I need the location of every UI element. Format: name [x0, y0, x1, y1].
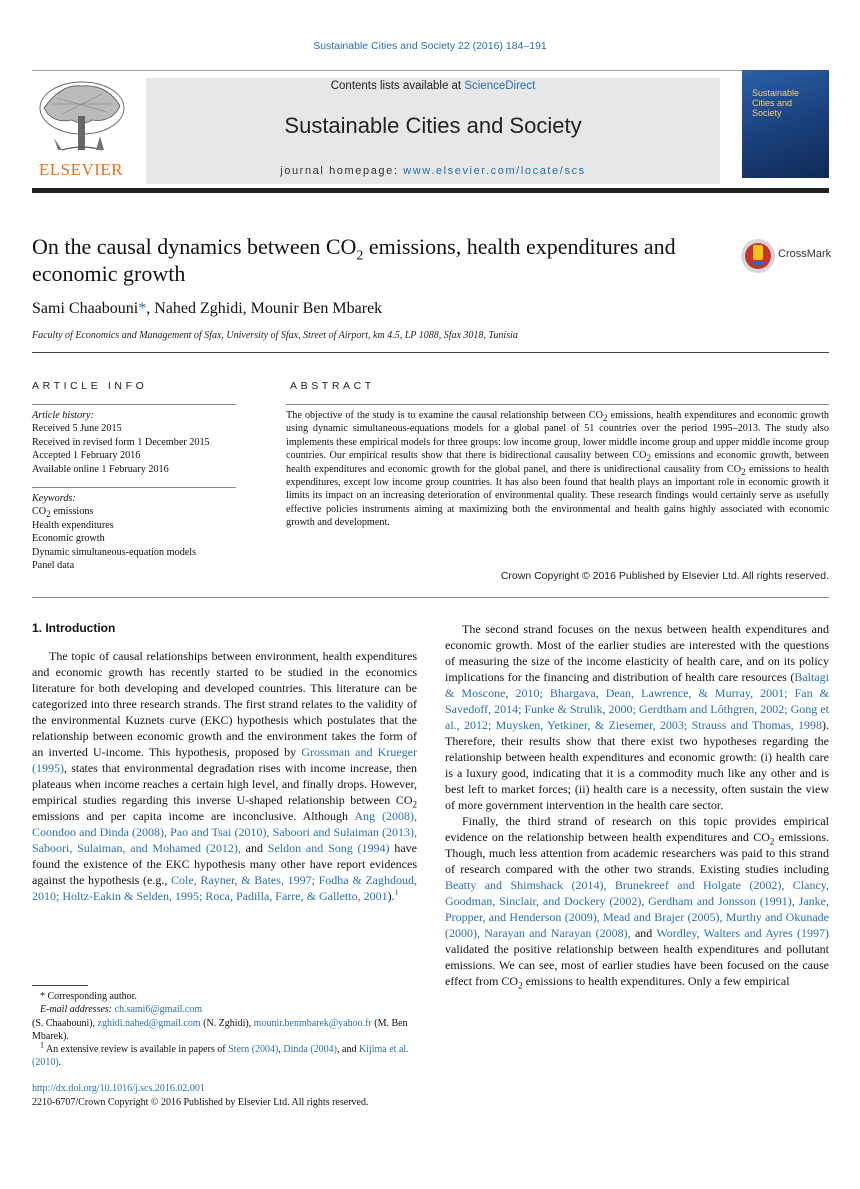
- journal-cover-image: [742, 70, 829, 178]
- history-online: Available online 1 February 2016: [32, 463, 169, 475]
- email-owners: (S. Chaabouni), zghidi.nahed@gmail.com (N. Zghidi), mounir.benmbarek@yahoo.fr (M. Ben Mbarek).: [32, 1017, 408, 1042]
- history-label: Article history:: [32, 410, 94, 421]
- keywords-label: Keywords:: [32, 493, 76, 504]
- intro-paragraph: The topic of causal relationships between environment, health expenditures and economic growth has recently started to be studied in the economics literature for both developing and developed countries. This literature can be categorized into three research strands. The first strand relates to the validity of the environmental Kuznets curve (EKC) hypothesis which postulates that the relationship between economic growth and the environment takes the form of an inverted U-income. This hypothesis, proposed by Grossman and Krueger (1995), states that environmental degradation rises with income increase, then plateaus when income reaches a certain high level, and finally drops. However, empirical studies regarding this inverse U-shaped relationship between $CO_2$ emissions and per capita income are inconclusive. Although Ang (2008), Coondoo and Dinda (2008), Pao and Tsai (2010), Saboori and Sulaiman (2013), Saboori, Sulaiman, and Mohamed (2012), and Seldon and Song (1994) have found the existence of the EKC hypothesis many other have report evidences against the hypothesis (e.g., Cole, Rayner, & Bates, 1997; Fodha & Zaghdoud, 2010; Holtz-Eakin & Selden, 1995; Roca, Padilla, Farre, & Galletto, 2001).$^1$: [32, 649, 418, 903]
- cover-title: Sustainable Cities and Society: [752, 88, 800, 118]
- keywords-rule: [32, 487, 236, 488]
- journal-homepage-line: [146, 165, 720, 177]
- sciencedirect-link[interactable]: ScienceDirect: [464, 80, 536, 92]
- journal-homepage-link[interactable]: www.elsevier.com/locate/scs: [403, 165, 586, 177]
- crossmark-label: CrossMark: [778, 248, 832, 260]
- abstract-copyright: Crown Copyright © 2016 Published by Elsevier Ltd. All rights reserved.: [500, 570, 829, 582]
- footnote-marker[interactable]: 1: [394, 888, 399, 897]
- citation-link[interactable]: Ang (2008), Coondoo and Dinda (2008), Pao and Tsai (2010), Saboori and Sulaiman (2013), Saboori, Sulaiman, and Mohamed (2012),: [32, 809, 417, 855]
- title-part1: On the causal dynamics between CO: [32, 234, 357, 259]
- article-info-heading: ARTICLE INFO: [32, 380, 148, 392]
- title-subscript: 2: [356, 248, 364, 264]
- intro-right-column: [445, 621, 829, 989]
- footnote-rule: [32, 985, 88, 986]
- issn-copyright: 2210-6707/Crown Copyright © 2016 Published by Elsevier Ltd. All rights reserved.: [32, 1097, 369, 1108]
- contents-prefix: Contents lists available at: [330, 80, 465, 92]
- header-rule: [32, 70, 829, 71]
- article-title: [32, 233, 722, 287]
- other-authors: , Nahed Zghidi, Mounir Ben Mbarek: [146, 300, 383, 317]
- citation-link[interactable]: Stern (2004): [228, 1044, 279, 1056]
- citation-link[interactable]: Grossman and Krueger (1995): [32, 745, 417, 775]
- history-received: Received 5 June 2015: [32, 423, 122, 435]
- keyword-item: Economic growth: [32, 533, 105, 545]
- abstract-rule: [286, 404, 829, 405]
- header-thick-rule: [32, 188, 829, 193]
- intro-paragraph: The second strand focuses on the nexus between health expenditures and economic growth. Most of the earlier studies are interested with the questions of measuring the size of the income elasticity of health care, and on its policy implications for the financing and distribution of health care resources (Baltagi & Moscone, 2010; Bhargava, Dean, Lawrence, & Murray, 2001; Fan & Savedoff, 2014; Funke & Strulik, 2000; Gerdtham and Lôthgren, 2002; Gong et al., 2012; Muysken, Yetkiner, & Ziesemer, 2003; Strauss and Thomas, 1998). Therefore, their results show that there exist two hypotheses regarding the relationship between health expenditures and economic growth: (i) health care is a luxury good, indicating that it is a commodity much like any other and is best left to market forces; (ii) health care is a necessity, often sustain the view of more government intervention in the health care sector.: [445, 622, 829, 812]
- email-link[interactable]: mounir.benmbarek@yahoo.fr: [253, 1017, 372, 1029]
- keywords-list: [32, 492, 236, 572]
- title-part2: emissions, health expenditures and economic growth: [32, 234, 676, 286]
- citation-link[interactable]: Baltagi & Moscone, 2010; Bhargava, Dean, Lawrence, & Murray, 2001; Fan & Savedoff, 2014; Funke & Strulik, 2000; Gerdtham and Lôthgren, 2002; Gong et al., 2012; Muysken, Yetkiner, & Ziesemer, 2003; Strauss and Thomas, 1998: [445, 670, 829, 732]
- contents-available-line: [146, 80, 720, 92]
- citation-link[interactable]: Seldon and Song (1994): [267, 841, 390, 855]
- citation-link[interactable]: Cole, Rayner, & Bates, 1997; Fodha & Zaghdoud, 2010; Holtz-Eakin & Selden, 1995; Roca, Padilla, Farre, & Galletto, 2001: [32, 873, 417, 903]
- abstract-bottom-rule: [32, 597, 829, 598]
- publisher-name: ELSEVIER: [38, 160, 124, 179]
- crossmark-badge[interactable]: [740, 237, 830, 275]
- article-info-rule: [32, 404, 236, 405]
- abstract-body: The objective of the study is to examine the causal relationship between $CO_2$ emissions, health expenditures and economic growth using dynamic simultaneous-equations models for a global panel of 51 countries over the period 1995–2013. The study also implements these empirical models for three groups: low income group, lower middle income group and upper middle income group countries. Our empirical results show that there is bidirectional causality between $CO_2$ emissions and economic growth, between health expenditures and economic growth for the global panel, and there is unidirectional causality from $CO_2$ emissions to health expenditures, except low income group countries. It has also been found that health plays an important role in economic growth it limits its impact on an increasing deterioration of environmental quality. These research findings would certainly serve as usefully effective policies instruments aiming at maximizing both the environmental and health gains highly associated with economic growth and development.: [286, 410, 830, 529]
- history-revised: Received in revised form 1 December 2015: [32, 436, 210, 448]
- intro-left-column: [32, 648, 417, 904]
- citation-link[interactable]: Wordley, Walters and Ayres (1997): [656, 926, 830, 940]
- intro-paragraph: Finally, the third strand of research on this topic provides empirical evidence on the relationship between health expenditures and $CO_2$ emissions. Though, much less attention from academic researchers was paid to this strand of research compared with the other two strands. Existing studies including Beatty and Shimshack (2014), Brunekreef and Holgate (2002), Clancy, Goodman, Sinclair, and Dockery (2002), Gerdham and Jonsson (1991), Janke, Propper, and Henderson (2009), Mead and Brajer (2005), Murthy and Okunade (2000), Narayan and Narayan (2008), and Wordley, Walters and Ayres (1997) validated the positive relationship between health expenditures and pollutant emissions. We can see, most of earlier studies have been focused on the cause effect from $CO_2$ emissions to health expenditures. Only a few empirical: [445, 814, 830, 991]
- email-link[interactable]: ch.sami6@gmail.com: [114, 1004, 203, 1016]
- email-link[interactable]: zghidi.nahed@gmail.com: [97, 1017, 201, 1029]
- citation-link[interactable]: Kijima et al. (2010): [32, 1044, 409, 1069]
- journal-name: Sustainable Cities and Society: [284, 113, 582, 138]
- citation-link[interactable]: Beatty and Shimshack (2014), Brunekreef and Holgate (2002), Clancy, Goodman, Sinclair, and Dockery (2002), Gerdham and Jonsson (1991), Janke, Propper, and Henderson (2009), Mead and Brajer (2005), Murthy and Okunade (2000), Narayan and Narayan (2008),: [445, 878, 829, 940]
- affiliation: Faculty of Economics and Management of Sfax, University of Sfax, Street of Airport, km 4.5, LP 1088, Sfax 3018, Tunisia: [32, 330, 518, 341]
- abstract-heading: ABSTRACT: [290, 380, 375, 392]
- doi-link[interactable]: http://dx.doi.org/10.1016/j.scs.2016.02.001: [32, 1083, 205, 1094]
- keyword-item: Panel data: [32, 560, 75, 572]
- footnotes: [32, 990, 417, 1070]
- homepage-prefix: journal homepage:: [280, 165, 404, 177]
- keyword-item: Health expenditures: [32, 519, 114, 531]
- footnote-1: $^1$ An extensive review is available in papers of Stern (2004), Dinda (2004), and Kijima et al. (2010).: [32, 1040, 409, 1069]
- corresponding-author-note: * Corresponding author.: [40, 991, 137, 1002]
- history-accepted: Accepted 1 February 2016: [32, 450, 141, 462]
- section-heading-introduction: 1. Introduction: [32, 621, 116, 635]
- corresponding-author-marker[interactable]: *: [138, 300, 147, 317]
- email-addresses: E-mail addresses: ch.sami6@gmail.com: [40, 1004, 203, 1016]
- journal-citation-link[interactable]: Sustainable Cities and Society 22 (2016) 184–191: [313, 40, 547, 52]
- keyword-item: Dynamic simultaneous-equation models: [32, 546, 197, 558]
- citation-link[interactable]: Dinda (2004): [283, 1044, 337, 1056]
- article-history: [32, 409, 236, 476]
- title-rule: [32, 352, 829, 353]
- keyword-item: $CO_2$ emissions: [32, 506, 94, 520]
- author-list: [32, 300, 382, 318]
- first-author: Sami Chaabouni: [32, 300, 139, 317]
